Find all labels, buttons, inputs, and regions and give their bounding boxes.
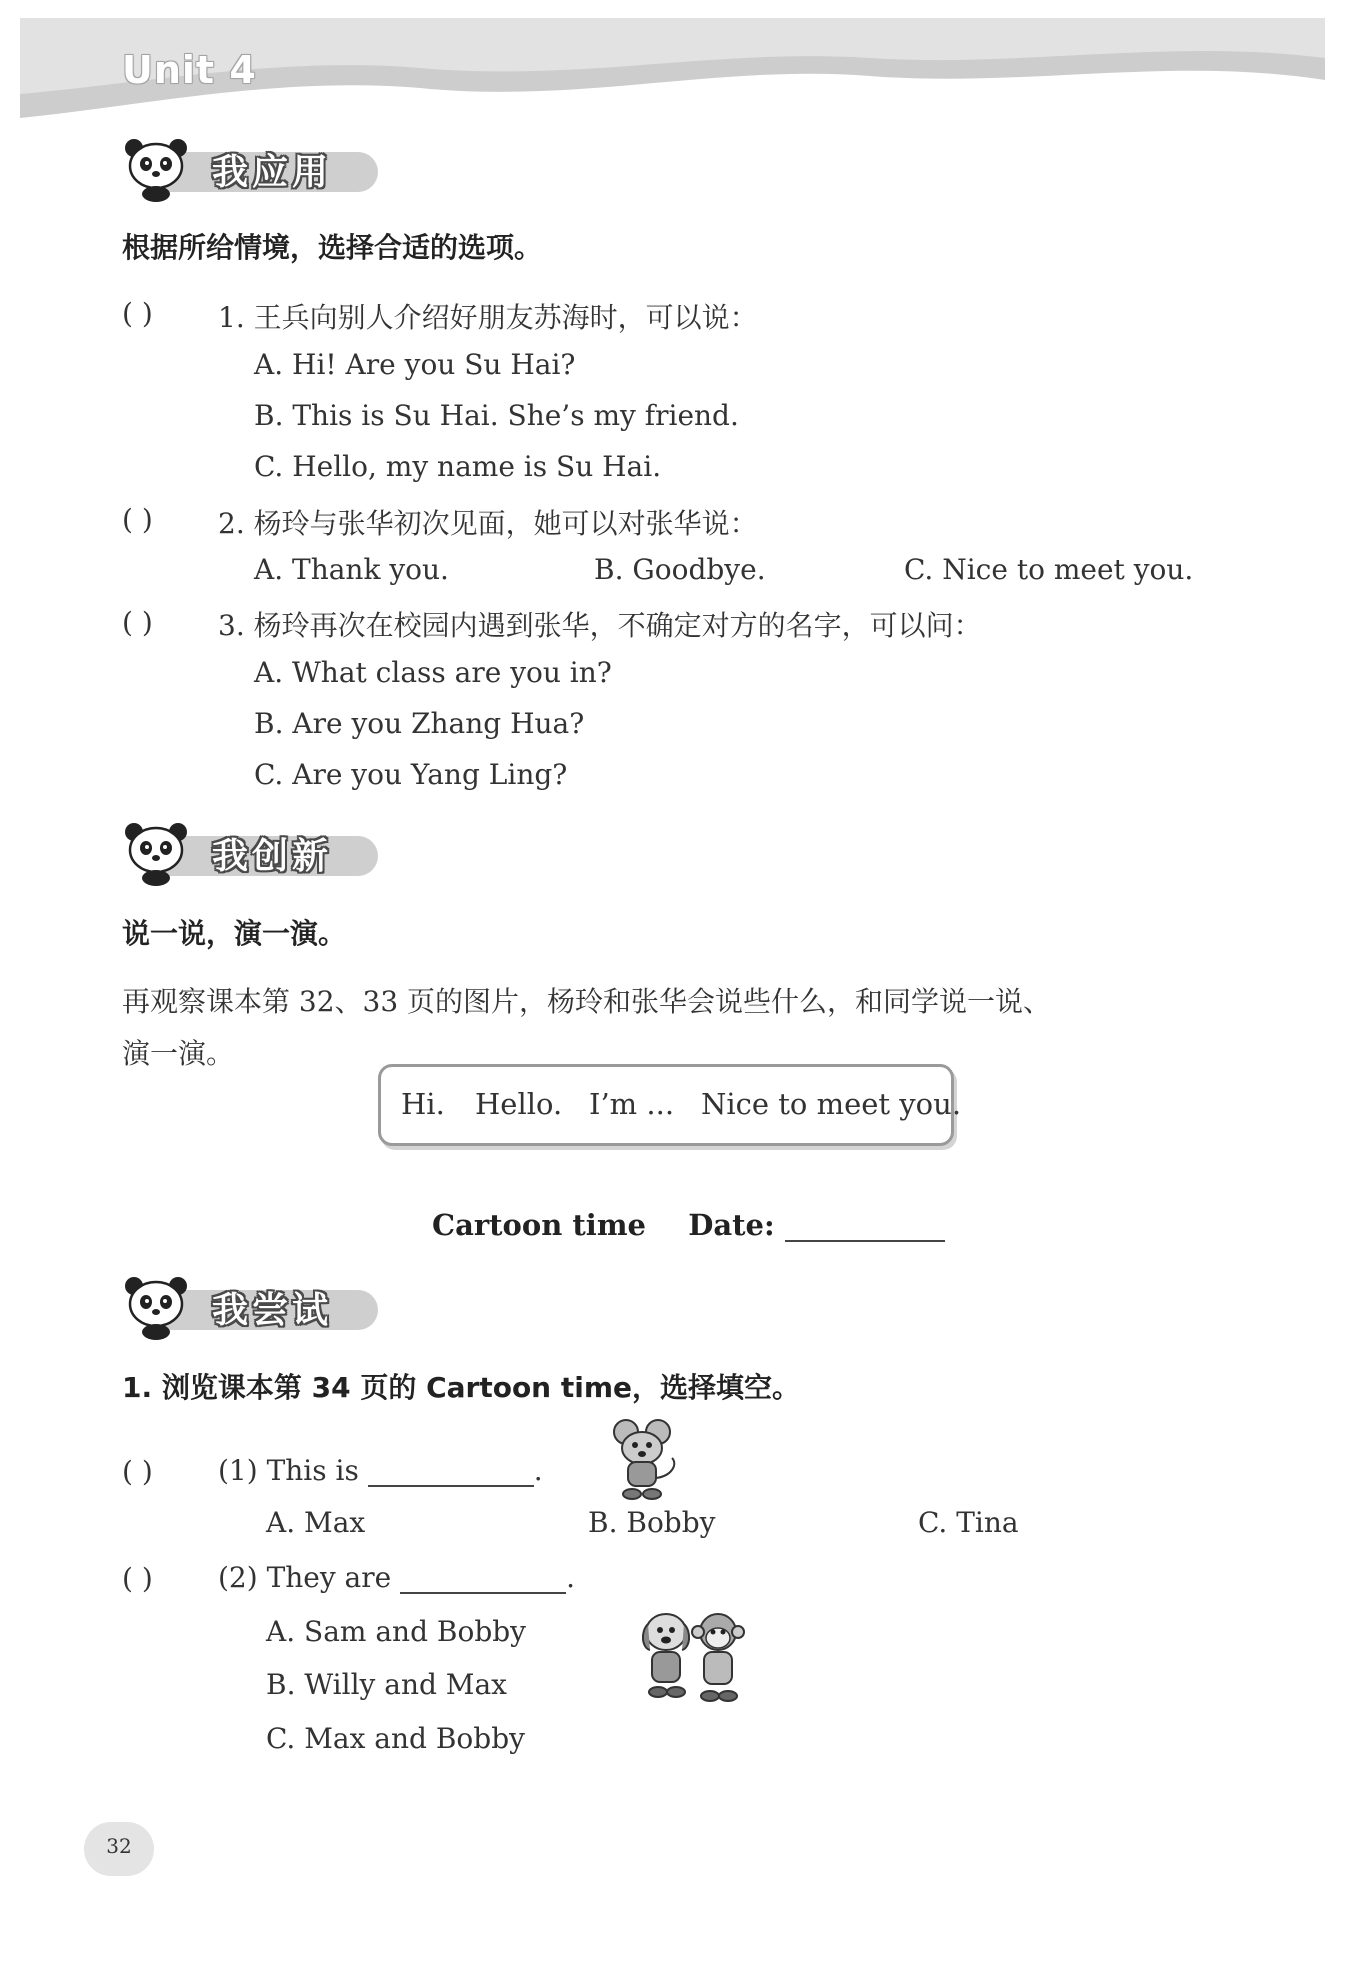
hint-word: Hello. bbox=[475, 1087, 563, 1121]
try-instruction: 1. 浏览课本第 34 页的 Cartoon time，选择填空。 bbox=[122, 1371, 801, 1404]
option: A. Sam and Bobby bbox=[266, 1615, 526, 1648]
option: A. Max bbox=[266, 1506, 366, 1539]
panda-icon bbox=[120, 818, 196, 886]
stem-prefix: (1) This is bbox=[218, 1454, 359, 1487]
badge-label: 我应用 bbox=[212, 152, 333, 193]
cartoon-heading bbox=[432, 1208, 945, 1242]
page-number: 32 bbox=[106, 1834, 132, 1858]
dog-and-monkey-characters-icon bbox=[634, 1602, 752, 1710]
answer-paren[interactable]: ( ) bbox=[122, 297, 153, 330]
section-badge-create bbox=[120, 818, 390, 886]
answer-paren[interactable]: ( ) bbox=[122, 1455, 153, 1488]
panda-icon bbox=[120, 134, 196, 202]
question-stem: 3. 杨玲再次在校园内遇到张华，不确定对方的名字，可以问： bbox=[218, 609, 982, 642]
hint-word: Nice to meet you. bbox=[701, 1087, 962, 1121]
paragraph-line: 演一演。 bbox=[122, 1037, 235, 1070]
mouse-character-icon bbox=[596, 1414, 688, 1502]
option: B. Are you Zhang Hua? bbox=[254, 707, 585, 740]
date-label: Date: bbox=[688, 1208, 775, 1242]
option: C. Max and Bobby bbox=[266, 1722, 525, 1755]
option: C. Hello, my name is Su Hai. bbox=[254, 450, 662, 483]
panda-icon bbox=[120, 1272, 196, 1340]
stem-prefix: (2) They are bbox=[218, 1561, 392, 1594]
badge-label: 我尝试 bbox=[212, 1290, 333, 1331]
hint-word: I’m ... bbox=[589, 1087, 675, 1121]
badge-label: 我创新 bbox=[212, 836, 333, 877]
hint-word: Hi. bbox=[401, 1087, 445, 1121]
option: B. Willy and Max bbox=[266, 1668, 507, 1701]
paragraph-line: 再观察课本第 32、33 页的图片，杨玲和张华会说些什么，和同学说一说、 bbox=[122, 985, 1052, 1018]
question-stem: 2. 杨玲与张华初次见面，她可以对张华说： bbox=[218, 507, 758, 540]
option: A. Thank you. bbox=[254, 553, 449, 586]
stem-suffix: . bbox=[533, 1454, 543, 1487]
hint-box bbox=[378, 1064, 962, 1146]
answer-paren[interactable]: ( ) bbox=[122, 606, 153, 639]
stem-suffix: . bbox=[566, 1561, 576, 1594]
option: B. Goodbye. bbox=[594, 553, 766, 586]
question-stem bbox=[218, 1454, 543, 1487]
date-blank[interactable] bbox=[785, 1210, 945, 1242]
fill-blank[interactable] bbox=[400, 1564, 566, 1594]
create-instruction: 说一说，演一演。 bbox=[122, 917, 347, 950]
option: B. This is Su Hai. She’s my friend. bbox=[254, 399, 739, 432]
option: C. Are you Yang Ling? bbox=[254, 758, 568, 791]
option: B. Bobby bbox=[588, 1506, 716, 1539]
option: C. Tina bbox=[918, 1506, 1019, 1539]
cartoon-title: Cartoon time bbox=[432, 1208, 646, 1242]
fill-blank[interactable] bbox=[368, 1457, 534, 1487]
apply-instruction: 根据所给情境，选择合适的选项。 bbox=[122, 231, 543, 264]
answer-paren[interactable]: ( ) bbox=[122, 503, 153, 536]
option: A. Hi! Are you Su Hai? bbox=[254, 348, 576, 381]
answer-paren[interactable]: ( ) bbox=[122, 1562, 153, 1595]
question-stem: 1. 王兵向别人介绍好朋友苏海时，可以说： bbox=[218, 301, 758, 334]
option: A. What class are you in? bbox=[254, 656, 612, 689]
question-stem bbox=[218, 1561, 575, 1594]
option: C. Nice to meet you. bbox=[904, 553, 1194, 586]
section-badge-try bbox=[120, 1272, 390, 1340]
section-badge-apply bbox=[120, 134, 390, 202]
unit-title: Unit 4 bbox=[122, 48, 257, 92]
